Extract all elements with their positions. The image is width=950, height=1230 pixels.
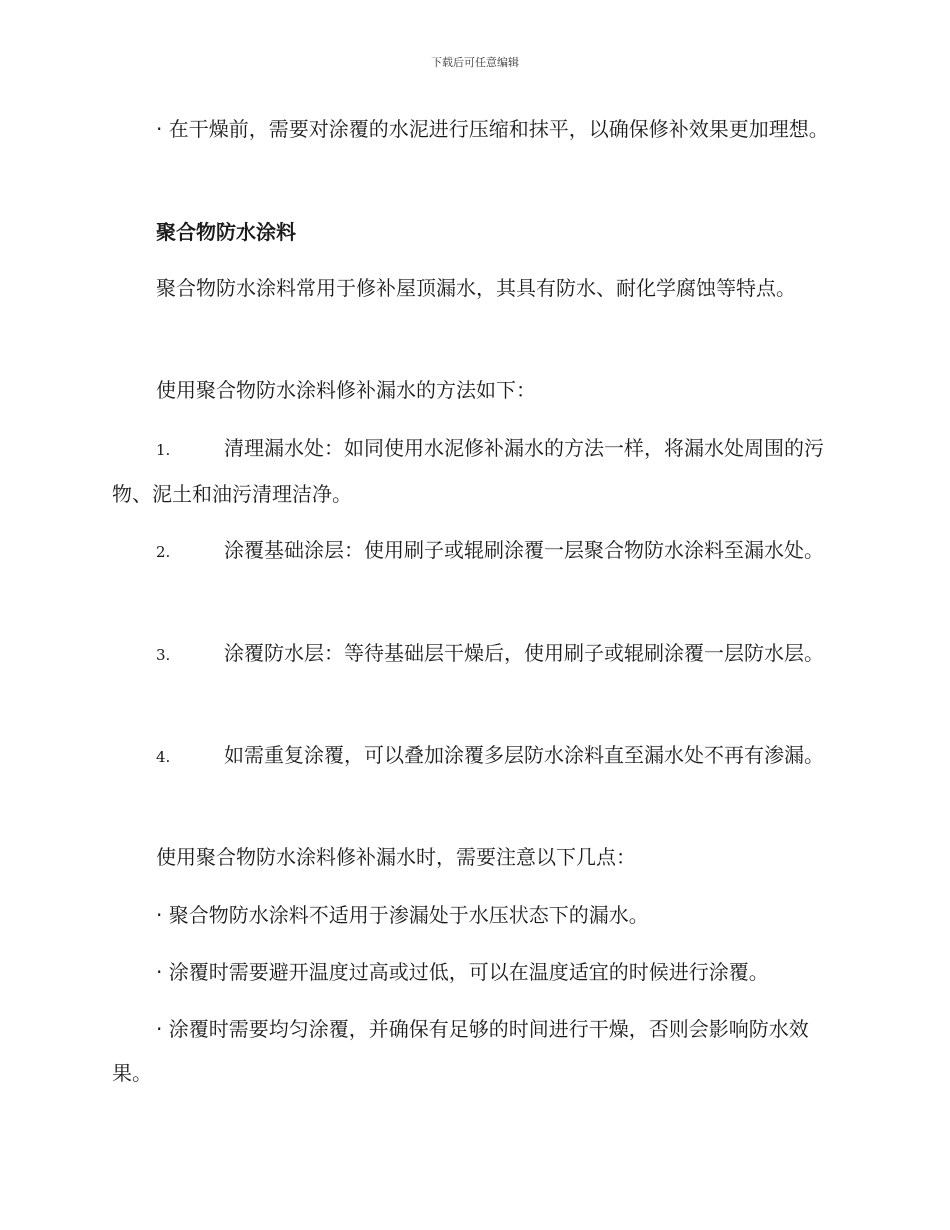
list-text: 涂覆防水层：等待基础层干燥后，使用刷子或辊刷涂覆一层防水层。 [224, 641, 824, 665]
list-number: 3. [156, 646, 171, 664]
list-item [112, 733, 842, 779]
bullet-note: · 聚合物防水涂料不适用于渗漏处于水压状态下的漏水。 [156, 903, 649, 927]
bullet-note: · 涂覆时需要均匀涂覆，并确保有足够的时间进行干燥，否则会影响防水效果。 [112, 1017, 809, 1085]
paragraph: 使用聚合物防水涂料修补漏水的方法如下： [156, 378, 536, 402]
list-number: 1. [156, 441, 171, 459]
list-item [112, 426, 842, 516]
bullet-note: · 涂覆时需要避开温度过高或过低，可以在温度适宜的时候进行涂覆。 [156, 960, 769, 984]
page-header: 下载后可任意编辑 [431, 56, 519, 69]
paragraph: 聚合物防水涂料常用于修补屋顶漏水，其具有防水、耐化学腐蚀等特点。 [156, 276, 796, 300]
list-text: 如需重复涂覆，可以叠加涂覆多层防水涂料直至漏水处不再有渗漏。 [224, 743, 824, 767]
list-text: 涂覆基础涂层：使用刷子或辊刷涂覆一层聚合物防水涂料至漏水处。 [224, 538, 824, 562]
paragraph: 使用聚合物防水涂料修补漏水时，需要注意以下几点： [156, 845, 636, 869]
list-text: 清理漏水处：如同使用水泥修补漏水的方法一样，将漏水处周围的污物、泥土和油污清理洁净。 [112, 436, 824, 506]
paragraph: · 在干燥前，需要对涂覆的水泥进行压缩和抹平，以确保修补效果更加理想。 [156, 117, 829, 141]
list-item [112, 631, 842, 677]
list-number: 2. [156, 543, 171, 561]
list-item [112, 528, 842, 574]
section-heading: 聚合物防水涂料 [156, 220, 296, 244]
list-number: 4. [156, 748, 171, 766]
